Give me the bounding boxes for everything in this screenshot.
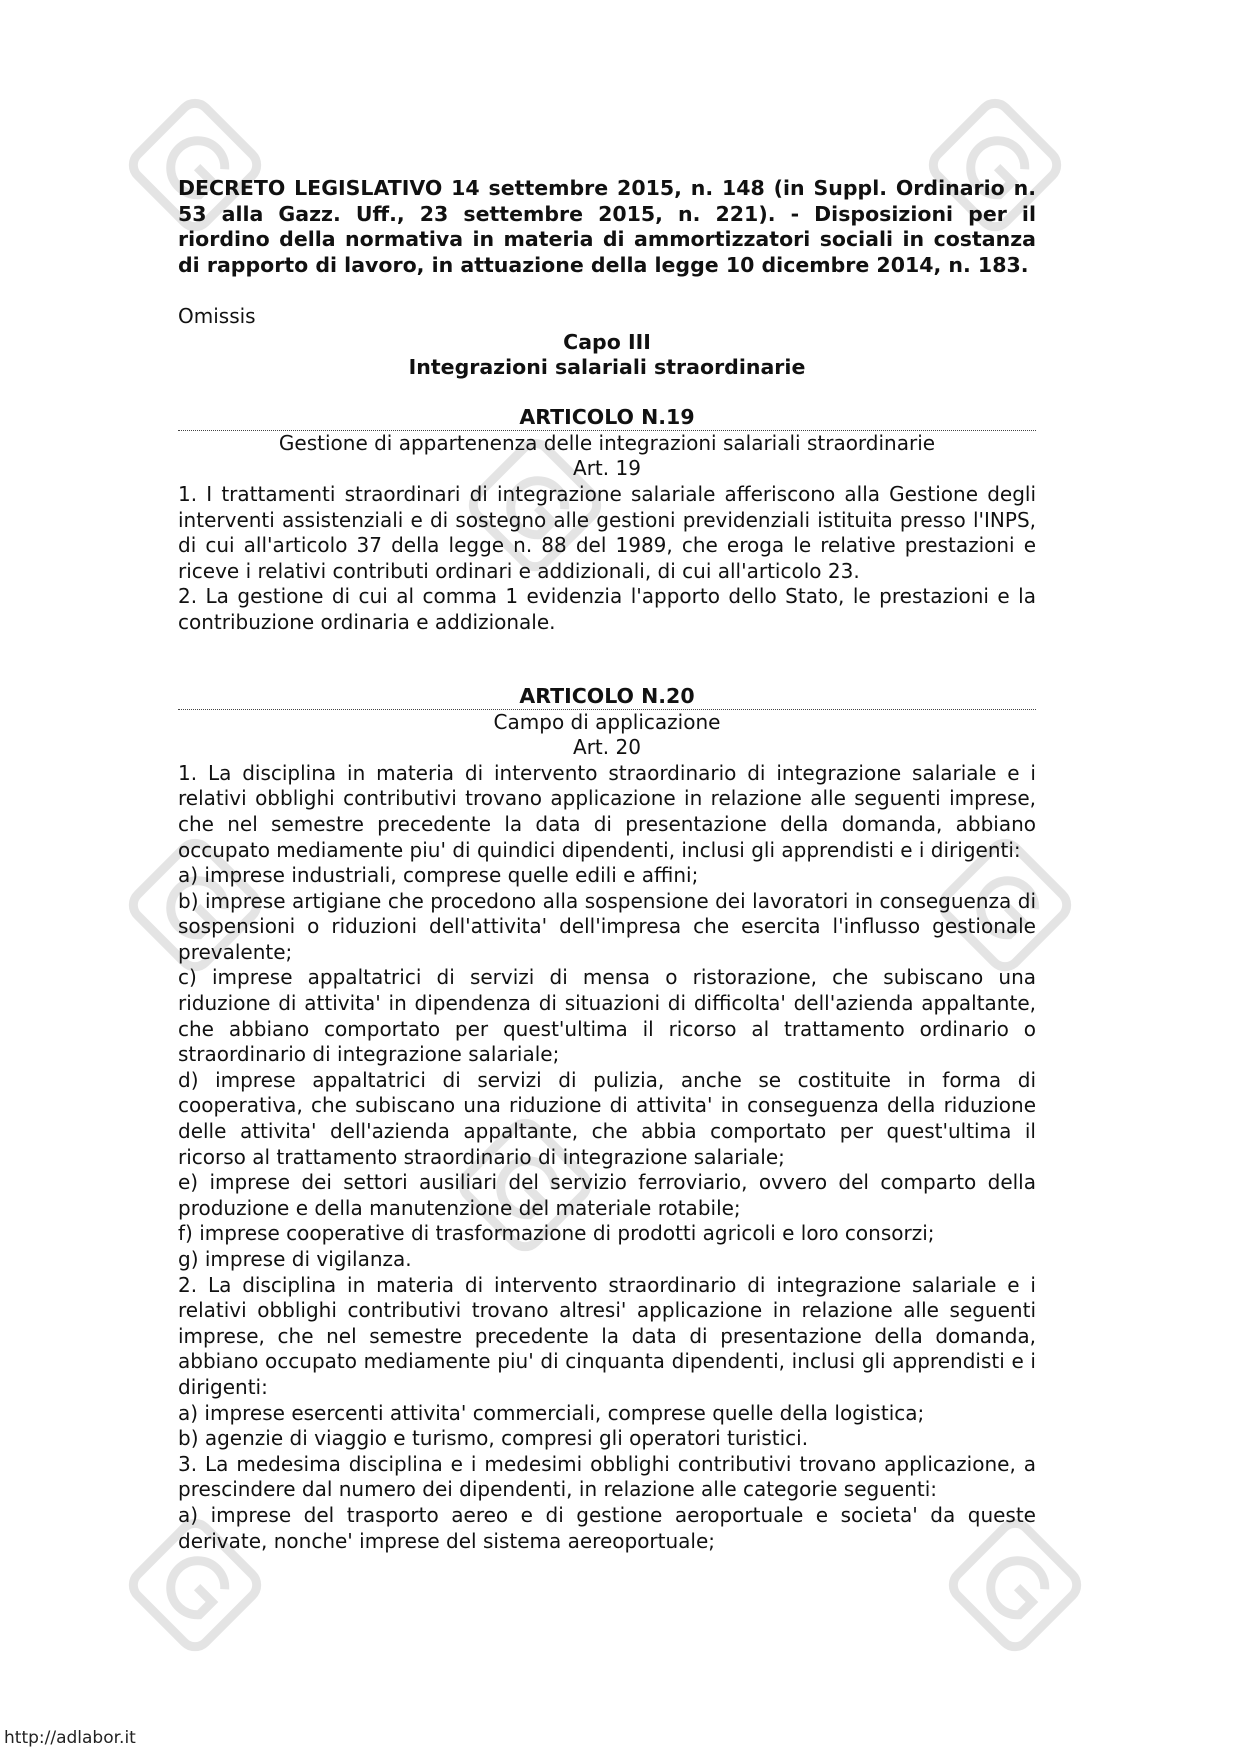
chapter-label: Capo III bbox=[563, 329, 651, 354]
article-paragraph: d) imprese appaltatrici di servizi di pulizia, anche se costituite in forma di cooperativa, che subiscano una riduzione di attivita' in conseguenza della riduzione delle attivita' dell'azienda appaltante, che abbia comportato per quest'ultima il ricorso al trattamento straordinario di integrazione salariale; bbox=[178, 1067, 1036, 1169]
article-paragraph: g) imprese di vigilanza. bbox=[178, 1247, 412, 1271]
chapter-title: Integrazioni salariali straordinarie bbox=[408, 355, 806, 380]
article-20 bbox=[178, 684, 1036, 1555]
article-paragraph: e) imprese dei settori ausiliari del servizio ferroviario, ovvero del comparto della produzione e della manutenzione del materiale rotabile; bbox=[178, 1170, 1036, 1220]
article-paragraph: 1. I trattamenti straordinari di integrazione salariale afferiscono alla Gestione degli interventi assistenziali e di sostegno alle gestioni previdenziali istituita presso l'INPS, di cui all'articolo 37 della legge n. 88 del 1989, che eroga le relative prestazioni e riceve i relativi contributi ordinari e addizionali, di cui all'articolo 23. bbox=[178, 481, 1036, 583]
article-paragraph: 2. La disciplina in materia di intervento straordinario di integrazione salariale e i relativi obblighi contributivi trovano altresi' applicazione in relazione alle seguenti imprese, che nel semestre precedente la data di presentazione della domanda, abbiano occupato mediamente piu' di cinquanta dipendenti, inclusi gli apprendisti e i dirigenti: bbox=[178, 1272, 1036, 1399]
article-paragraph: f) imprese cooperative di trasformazione di prodotti agricoli e loro consorzi; bbox=[178, 1221, 935, 1246]
article-paragraph: a) imprese industriali, comprese quelle edili e affini; bbox=[178, 863, 699, 888]
article-title: Gestione di appartenenza delle integrazioni salariali straordinarie bbox=[278, 430, 936, 455]
article-paragraph: a) imprese esercenti attivita' commerciali, comprese quelle della logistica; bbox=[178, 1400, 925, 1425]
article-19 bbox=[178, 405, 1036, 636]
article-paragraph: c) imprese appaltatrici di servizi di mensa o ristorazione, che subiscano una riduzione di attivita' in dipendenza di situazioni di difficolta' dell'azienda appaltante, che abbiano comportato per quest'ultima il ricorso al trattamento ordinario o straordinario di integrazione salariale; bbox=[178, 965, 1036, 1067]
article-paragraph: b) imprese artigiane che procedono alla sospensione dei lavoratori in conseguenza di sospensioni o riduzioni dell'attivita' dell'impresa che esercita l'influsso gestionale prevalente; bbox=[178, 888, 1036, 964]
omissis-label: Omissis bbox=[178, 304, 256, 328]
article-number: Art. 19 bbox=[573, 456, 641, 481]
article-paragraph: 1. La disciplina in materia di intervento straordinario di integrazione salariale e i relativi obblighi contributivi trovano applicazione in relazione alle seguenti imprese, che nel semestre precedente la data di presentazione della domanda, abbiano occupato mediamente piu' di quindici dipendenti, inclusi gli apprendisti e i dirigenti: bbox=[178, 760, 1036, 862]
article-header: ARTICOLO N.20 bbox=[178, 684, 1036, 710]
document-page bbox=[178, 176, 1036, 1554]
footer-url: http://adlabor.it bbox=[4, 1728, 136, 1748]
article-paragraph: 2. La gestione di cui al comma 1 evidenzia l'apporto dello Stato, le prestazioni e la contribuzione ordinaria e addizionale. bbox=[178, 584, 1036, 634]
article-header: ARTICOLO N.19 bbox=[178, 405, 1036, 431]
article-number: Art. 20 bbox=[573, 735, 641, 760]
decree-title: DECRETO LEGISLATIVO 14 settembre 2015, n. 148 (in Suppl. Ordinario n. 53 alla Gazz. Uff., 23 settembre 2015, n. 221). - Disposizioni per il riordino della normativa in materia di ammortizzatori sociali in costanza di rapporto di lavoro, in attuazione della legge 10 dicembre 2014, n. 183. bbox=[178, 176, 1036, 277]
article-paragraph: a) imprese del trasporto aereo e di gestione aeroportuale e societa' da queste derivate, nonche' imprese del sistema aereoportuale; bbox=[178, 1502, 1036, 1553]
article-title: Campo di applicazione bbox=[493, 709, 721, 734]
article-paragraph: 3. La medesima disciplina e i medesimi obblighi contributivi trovano applicazione, a prescindere dal numero dei dipendenti, in relazione alle categorie seguenti: bbox=[178, 1451, 1036, 1502]
article-paragraph: b) agenzie di viaggio e turismo, compresi gli operatori turistici. bbox=[178, 1426, 809, 1451]
